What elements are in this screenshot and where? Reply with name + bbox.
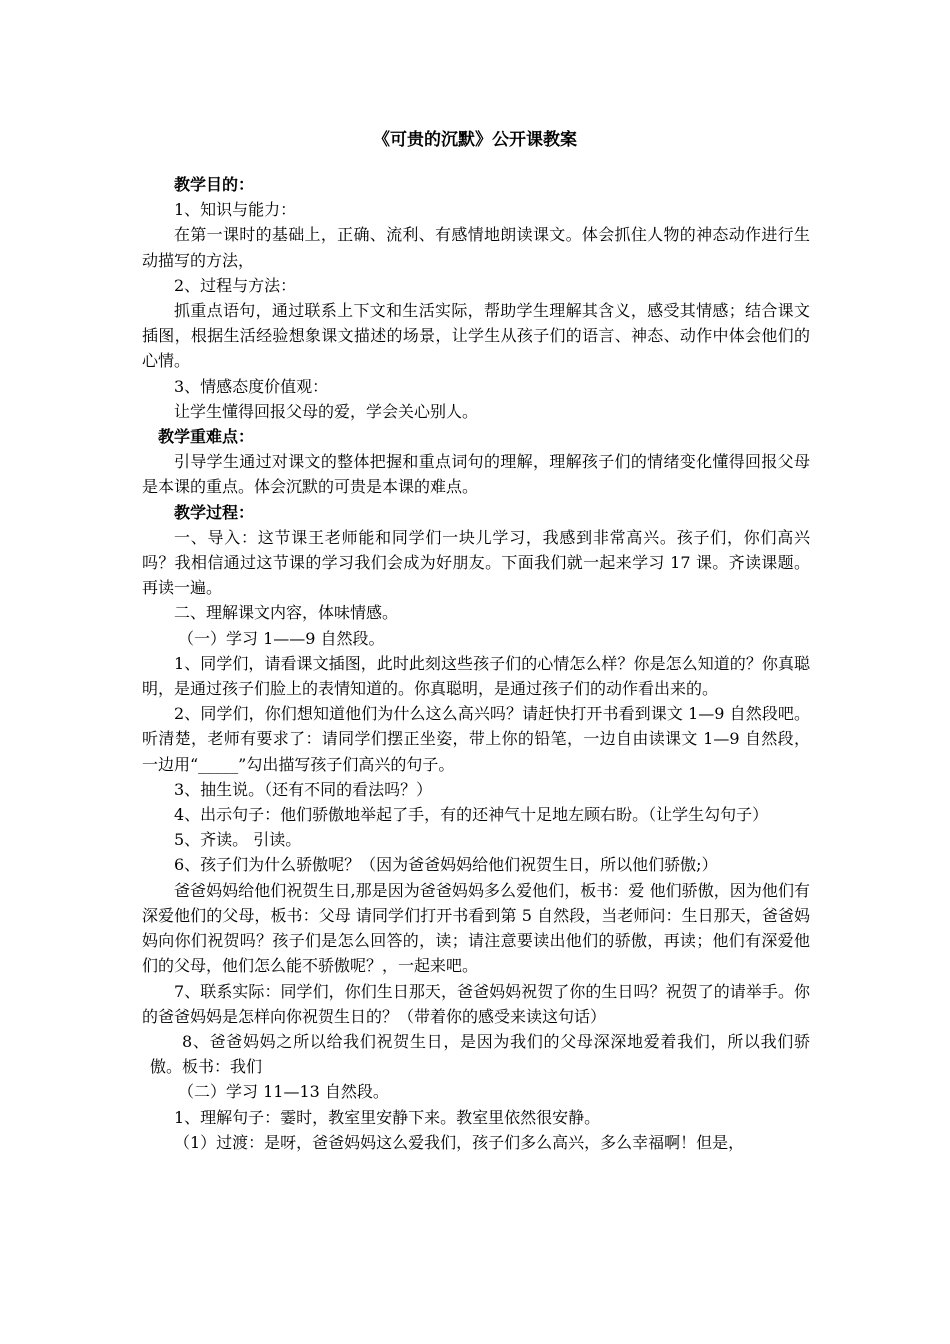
paragraph: 爸爸妈妈给他们祝贺生日,那是因为爸爸妈妈多么爱他们，板书：爱 他们骄傲，因为他们有深爱他们的父母，板书：父母 请同学们打开书看到第 5 自然段，当老师问：生日那天，爸爸妈妈向你们祝贺吗？孩子们是怎么回答的，读；请注意要读出他们的骄傲，再读；他们有深爱他们的父母，他们怎么能不骄傲呢？，一起来吧。 [142, 880, 810, 976]
paragraph: 引导学生通过对课文的整体把握和重点词句的理解，理解孩子们的情绪变化懂得回报父母是本课的重点。体会沉默的可贵是本课的难点。 [142, 452, 810, 497]
paragraph: 让学生懂得回报父母的爱，学会关心别人。 [174, 401, 479, 421]
paragraph: 6、孩子们为什么骄傲呢？（因为爸爸妈妈给他们祝贺生日，所以他们骄傲;） [174, 855, 718, 875]
objective-3-heading: 3、情感态度价值观： [174, 376, 329, 396]
section-heading-objectives: 教学目的： [174, 175, 255, 194]
objective-2-heading: 2、过程与方法： [174, 275, 297, 295]
paragraph: 4、出示句子：他们骄傲地举起了手，有的还神气十足地左顾右盼。（让学生勾句子） [174, 805, 769, 825]
paragraph: 抓重点语句，通过联系上下文和生活实际，帮助学生理解其含义，感受其情感；结合课文插图，根据生活经验想象课文描述的场景，让学生从孩子们的语言、神态、动作中体会他们的心情。 [142, 301, 810, 371]
subsection-heading: （二）学习 11—13 自然段。 [178, 1082, 389, 1102]
paragraph: 8、爸爸妈妈之所以给我们祝贺生日，是因为我们的父母深深地爱着我们，所以我们骄傲。板书：我们 [150, 1031, 810, 1077]
paragraph: 一、导入：这节课王老师能和同学们一块儿学习，我感到非常高兴。孩子们，你们高兴吗？我相信通过这节课的学习我们会成为好朋友。下面我们就一起来学习 17 课。齐读课题。再读一遍。 [142, 527, 810, 598]
paragraph: 二、理解课文内容，体味情感。 [174, 603, 399, 623]
paragraph: 1、同学们，请看课文插图，此时此刻这些孩子们的心情怎么样？你是怎么知道的？你真聪明，是通过孩子们脸上的表情知道的。你真聪明，是通过孩子们的动作看出来的。 [142, 653, 810, 699]
paragraph: 在第一课时的基础上，正确、流利、有感情地朗读课文。体会抓住人物的神态动作进行生动描写的方法， [142, 225, 810, 270]
subsection-heading: （一）学习 1——9 自然段。 [178, 628, 385, 648]
paragraph: 2、同学们，你们想知道他们为什么这么高兴吗？请赶快打开书看到课文 1—9 自然段吧。听清楚，老师有要求了：请同学们摆正坐姿，带上你的铅笔，一边自由读课文 1—9 自然段，一边用“_____”勾出描写孩子们高兴的句子。 [142, 704, 810, 774]
document-title: 《可贵的沉默》公开课教案 [373, 130, 577, 150]
document-body [142, 172, 810, 1155]
paragraph: 5、齐读。 引读。 [174, 830, 302, 850]
section-heading-key-points: 教学重难点： [158, 427, 255, 447]
paragraph: （1）过渡：是呀，爸爸妈妈这么爱我们，孩子们多么高兴，多么幸福啊！但是， [174, 1132, 745, 1152]
section-heading-process: 教学过程： [174, 502, 255, 522]
paragraph: 3、抽生说。（还有不同的看法吗？） [174, 779, 433, 799]
paragraph: 1、理解句子：霎时，教室里安静下来。教室里依然很安静。 [174, 1107, 601, 1127]
paragraph: 7、联系实际：同学们，你们生日那天，爸爸妈妈祝贺了你的生日吗？祝贺了的请举手。你的爸爸妈妈是怎样向你祝贺生日的？（带着你的感受来读这句话） [142, 981, 810, 1026]
objective-1-heading: 1、知识与能力： [174, 200, 297, 220]
